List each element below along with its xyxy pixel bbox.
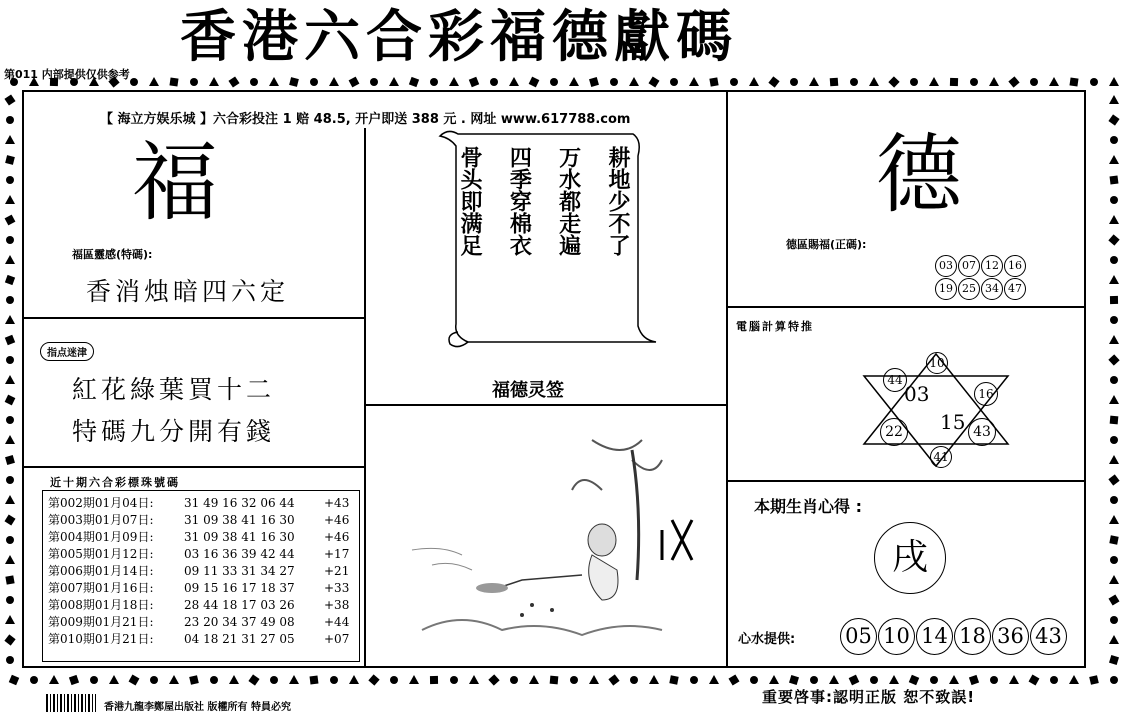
- border-ornament: [789, 675, 799, 685]
- history-special: +17: [324, 546, 350, 561]
- border-ornament: [709, 675, 719, 684]
- border-ornament: [810, 676, 818, 684]
- border-ornament: [849, 675, 860, 686]
- border-ornament: [1108, 234, 1119, 245]
- border-ornament: [1110, 616, 1118, 624]
- de-number: 16: [1004, 255, 1026, 277]
- border-ornament: [1090, 78, 1098, 86]
- de-number: 03: [935, 255, 957, 277]
- border-ornament: [149, 77, 159, 86]
- divider: [364, 404, 726, 406]
- border-ornament: [1110, 136, 1118, 144]
- border-ornament: [310, 78, 318, 86]
- border-ornament: [1109, 455, 1119, 464]
- fu-label: 福區靈感(特碼):: [72, 248, 153, 261]
- border-ornament: [929, 77, 939, 86]
- history-numbers: 23 20 34 37 49 08: [184, 614, 295, 629]
- border-ornament: [629, 77, 639, 86]
- border-ornament: [589, 77, 599, 87]
- border-ornament: [209, 77, 219, 86]
- zodiac-label: 本期生肖心得 :: [754, 497, 862, 516]
- footer-publisher: 香港九龍李鄭屋出版社 版權所有 特員必究: [104, 702, 291, 713]
- border-ornament: [1050, 676, 1058, 684]
- barcode: [46, 694, 96, 712]
- poem-column: 耕地少不了: [604, 146, 631, 256]
- star-point-lower-right: 43: [968, 418, 996, 446]
- border-ornament: [1109, 535, 1118, 544]
- xinshui-number: 14: [916, 618, 953, 655]
- history-period: 第006期01月14日:: [48, 564, 154, 578]
- border-ornament: [349, 77, 360, 88]
- border-ornament: [1109, 215, 1119, 224]
- border-ornament: [768, 76, 779, 87]
- border-ornament: [529, 675, 539, 684]
- border-ornament: [389, 77, 399, 86]
- border-ornament: [430, 78, 438, 86]
- border-ornament: [949, 675, 959, 684]
- border-ornament: [229, 675, 239, 684]
- history-period: 第009期01月21日:: [48, 615, 154, 629]
- border-ornament: [1108, 114, 1119, 125]
- border-ornament: [569, 77, 579, 86]
- border-ornament: [1109, 95, 1119, 104]
- border-ornament: [648, 76, 659, 87]
- border-ornament: [6, 476, 14, 484]
- border-ornament: [469, 77, 479, 87]
- border-ornament: [1109, 335, 1119, 344]
- history-period: 第010期01月21日:: [48, 632, 154, 646]
- border-ornament: [1110, 296, 1118, 304]
- border-ornament: [550, 676, 559, 685]
- history-row: [48, 511, 354, 528]
- border-ornament: [6, 296, 14, 304]
- border-ornament: [150, 676, 158, 684]
- border-ornament: [368, 674, 379, 685]
- page-title: 香港六合彩福德獻碼: [180, 4, 738, 70]
- border-ornament: [5, 555, 15, 564]
- border-ornament: [969, 675, 979, 685]
- border-ornament: [509, 77, 519, 86]
- border-ornament: [1110, 316, 1118, 324]
- divider: [728, 306, 1086, 308]
- border-ornament: [169, 77, 178, 86]
- calc-label: 電腦計算特推: [736, 320, 814, 333]
- border-ornament: [769, 675, 779, 684]
- de-numbers-row-1: [935, 254, 1027, 277]
- border-ornament: [750, 676, 758, 684]
- border-ornament: [6, 236, 14, 244]
- border-ornament: [570, 676, 578, 684]
- history-numbers: 03 16 36 39 42 44: [184, 546, 295, 561]
- border-ornament: [888, 76, 899, 87]
- history-row: [48, 562, 354, 579]
- border-ornament: [608, 674, 619, 685]
- poem-column: 骨头即满足: [457, 146, 483, 256]
- border-ornament: [1110, 376, 1118, 384]
- history-title: 近十期六合彩標珠號碼: [50, 476, 180, 489]
- fishing-illustration: [402, 430, 722, 660]
- border-ornament: [990, 676, 998, 684]
- border-ornament: [169, 675, 179, 684]
- zodiac-animal: 戌: [874, 522, 946, 594]
- history-special: +46: [324, 529, 350, 544]
- footer-notice: 重要啓事:認明正版 恕不致誤!: [762, 688, 976, 706]
- border-ornament: [5, 575, 14, 584]
- border-ornament: [409, 675, 419, 684]
- border-ornament: [1108, 474, 1119, 485]
- border-ornament: [6, 656, 14, 664]
- border-ornament: [210, 676, 218, 684]
- border-ornament: [6, 116, 14, 124]
- history-period: 第007期01月16日:: [48, 581, 154, 595]
- border-ornament: [1008, 76, 1019, 87]
- border-ornament: [1110, 196, 1118, 204]
- border-ornament: [1109, 635, 1119, 644]
- star-center-2: 15: [940, 410, 966, 434]
- border-ornament: [370, 78, 378, 86]
- border-ornament: [749, 77, 759, 86]
- border-ornament: [709, 77, 718, 86]
- border-ornament: [870, 676, 878, 684]
- xinshui-number: 18: [954, 618, 991, 655]
- border-ornament: [1069, 77, 1078, 86]
- hint-badge: 指点迷津: [40, 342, 94, 361]
- border-ornament: [1109, 595, 1120, 606]
- border-ornament: [189, 675, 199, 685]
- issue-number: 第011 内部提供仅供参考: [4, 68, 130, 81]
- border-ornament: [6, 416, 14, 424]
- border-ornament: [869, 77, 879, 86]
- border-ornament: [5, 495, 15, 504]
- border-ornament: [649, 675, 659, 684]
- border-ornament: [529, 77, 540, 88]
- border-ornament: [130, 78, 138, 86]
- border-ornament: [1110, 496, 1118, 504]
- border-ornament: [5, 155, 15, 165]
- de-number: 07: [958, 255, 980, 277]
- border-ornament: [6, 536, 14, 544]
- border-ornament: [449, 77, 459, 86]
- de-numbers-row-2: [935, 277, 1027, 300]
- border-ornament: [1009, 675, 1019, 684]
- history-special: +38: [324, 597, 350, 612]
- history-table: [48, 494, 354, 647]
- history-special: +43: [324, 495, 350, 510]
- xinshui-number: 10: [878, 618, 915, 655]
- border-ornament: [1109, 275, 1119, 284]
- history-numbers: 04 18 21 31 27 05: [184, 631, 295, 646]
- border-ornament: [1029, 675, 1040, 686]
- de-number: 12: [981, 255, 1003, 277]
- xinshui-numbers: [840, 618, 1068, 655]
- border-ornament: [829, 675, 839, 684]
- border-ornament: [90, 676, 98, 684]
- history-period: 第005期01月12日:: [48, 547, 154, 561]
- history-row: [48, 613, 354, 630]
- border-ornament: [6, 176, 14, 184]
- border-ornament: [270, 676, 278, 684]
- border-ornament: [49, 675, 59, 684]
- border-ornament: [1110, 556, 1118, 564]
- history-numbers: 09 11 33 31 34 27: [184, 563, 295, 578]
- border-ornament: [9, 675, 19, 685]
- border-ornament: [330, 676, 338, 684]
- de-number: 34: [981, 278, 1003, 300]
- border-ornament: [5, 435, 15, 444]
- border-ornament: [6, 596, 14, 604]
- border-ornament: [5, 315, 15, 324]
- divider: [726, 90, 728, 668]
- border-ornament: [670, 78, 678, 86]
- divider: [364, 128, 366, 668]
- de-number: 47: [1004, 278, 1026, 300]
- star-center-1: 03: [904, 382, 930, 406]
- border-ornament: [289, 675, 299, 684]
- border-ornament: [5, 455, 15, 465]
- border-ornament: [589, 675, 599, 684]
- border-ornament: [970, 78, 978, 86]
- border-ornament: [630, 676, 638, 684]
- border-ornament: [730, 78, 738, 86]
- hint-line-2: 特碼九分開有錢: [72, 417, 276, 446]
- border-ornament: [4, 94, 15, 105]
- border-ornament: [4, 514, 15, 525]
- border-ornament: [930, 676, 938, 684]
- de-character: 德: [876, 125, 962, 225]
- border-ornament: [1049, 77, 1059, 86]
- history-special: +33: [324, 580, 350, 595]
- border-ornament: [5, 375, 15, 384]
- divider: [22, 317, 364, 319]
- border-ornament: [129, 675, 140, 686]
- star-point-upper-right: 16: [974, 382, 998, 406]
- history-numbers: 31 09 38 41 16 30: [184, 512, 295, 527]
- border-ornament: [1110, 256, 1118, 264]
- poem-caption: 福德灵签: [492, 380, 564, 401]
- history-special: +44: [324, 614, 350, 629]
- border-ornament: [1109, 395, 1119, 404]
- border-ornament: [1110, 436, 1118, 444]
- border-ornament: [5, 195, 15, 204]
- border-ornament: [5, 275, 15, 285]
- de-label: 德區賜福(正碼):: [786, 238, 867, 251]
- divider: [728, 480, 1086, 482]
- border-ornament: [69, 675, 79, 685]
- border-ornament: [790, 78, 798, 86]
- history-row: [48, 528, 354, 545]
- border-ornament: [390, 676, 398, 684]
- border-ornament: [5, 215, 16, 226]
- star-point-top: 10: [926, 352, 948, 374]
- border-ornament: [910, 78, 918, 86]
- border-ornament: [409, 77, 419, 87]
- history-special: +07: [324, 631, 350, 646]
- border-ornament: [1109, 515, 1119, 524]
- border-ornament: [1110, 676, 1118, 684]
- border-ornament: [1108, 354, 1119, 365]
- history-special: +46: [324, 512, 350, 527]
- fu-text: 香消烛暗四六定: [86, 277, 290, 306]
- border-ornament: [889, 675, 899, 684]
- xinshui-number: 05: [840, 618, 877, 655]
- hint-line-1: 紅花綠葉買十二: [72, 375, 276, 404]
- history-numbers: 09 15 16 17 18 37: [184, 580, 295, 595]
- border-ornament: [1109, 575, 1119, 584]
- ad-banner: 【 海立方娱乐城 】六合彩投注 1 赔 48.5, 开户即送 388 元 . 网址 www.617788.com: [100, 112, 631, 127]
- history-numbers: 31 09 38 41 16 30: [184, 529, 295, 544]
- de-number: 19: [935, 278, 957, 300]
- history-period: 第008期01月18日:: [48, 598, 154, 612]
- border-ornament: [1030, 78, 1038, 86]
- border-ornament: [4, 634, 15, 645]
- border-ornament: [1110, 176, 1119, 185]
- border-ornament: [550, 78, 558, 86]
- border-ornament: [809, 77, 819, 86]
- divider: [22, 466, 364, 468]
- border-ornament: [289, 77, 299, 87]
- border-ornament: [689, 77, 699, 86]
- xinshui-number: 36: [992, 618, 1029, 655]
- history-special: +21: [324, 563, 350, 578]
- border-ornament: [488, 674, 499, 685]
- history-row: [48, 494, 354, 511]
- border-ornament: [830, 78, 839, 87]
- border-ornament: [729, 675, 740, 686]
- border-ornament: [5, 255, 15, 264]
- poem-block: [456, 146, 632, 316]
- border-ornament: [228, 76, 239, 87]
- border-ornament: [989, 77, 999, 86]
- border-ornament: [1109, 77, 1119, 86]
- de-number: 25: [958, 278, 980, 300]
- border-ornament: [1110, 416, 1119, 425]
- border-ornament: [669, 675, 678, 684]
- border-ornament: [430, 676, 438, 684]
- history-numbers: 31 49 16 32 06 44: [184, 495, 295, 510]
- border-ornament: [1109, 655, 1119, 665]
- history-row: [48, 630, 354, 647]
- border-ornament: [909, 675, 919, 685]
- xinshui-label: 心水提供:: [738, 632, 796, 647]
- border-ornament: [6, 356, 14, 364]
- border-ornament: [5, 135, 15, 144]
- border-ornament: [690, 676, 698, 684]
- border-ornament: [5, 335, 15, 345]
- border-ornament: [610, 78, 618, 86]
- border-ornament: [248, 674, 259, 685]
- border-ornament: [30, 676, 38, 684]
- history-numbers: 28 44 18 17 03 26: [184, 597, 295, 612]
- border-ornament: [5, 615, 15, 624]
- history-period: 第004期01月09日:: [48, 530, 154, 544]
- border-ornament: [190, 78, 198, 86]
- border-ornament: [510, 676, 518, 684]
- border-ornament: [1069, 675, 1079, 684]
- star-point-lower-left: 22: [880, 418, 908, 446]
- poem-column: 四季穿棉衣: [506, 146, 533, 256]
- history-row: [48, 545, 354, 562]
- history-period: 第002期01月04日:: [48, 496, 154, 510]
- poem-column: 万水都走遍: [555, 146, 582, 256]
- border-ornament: [250, 78, 258, 86]
- border-ornament: [1109, 155, 1119, 164]
- border-ornament: [349, 675, 359, 684]
- star-point-bottom: 41: [930, 446, 952, 468]
- history-row: [48, 596, 354, 613]
- border-ornament: [850, 78, 858, 86]
- fu-character: 福: [132, 133, 218, 233]
- history-row: [48, 579, 354, 596]
- border-ornament: [310, 676, 319, 685]
- border-ornament: [269, 77, 279, 86]
- star-point-upper-left: 44: [883, 368, 907, 392]
- history-period: 第003期01月07日:: [48, 513, 154, 527]
- border-ornament: [5, 395, 16, 406]
- border-ornament: [450, 676, 458, 684]
- border-ornament: [490, 78, 498, 86]
- border-ornament: [329, 77, 339, 86]
- border-ornament: [950, 78, 958, 86]
- border-ornament: [469, 675, 479, 684]
- border-ornament: [1089, 675, 1099, 685]
- xinshui-number: 43: [1030, 618, 1067, 655]
- border-ornament: [109, 675, 119, 684]
